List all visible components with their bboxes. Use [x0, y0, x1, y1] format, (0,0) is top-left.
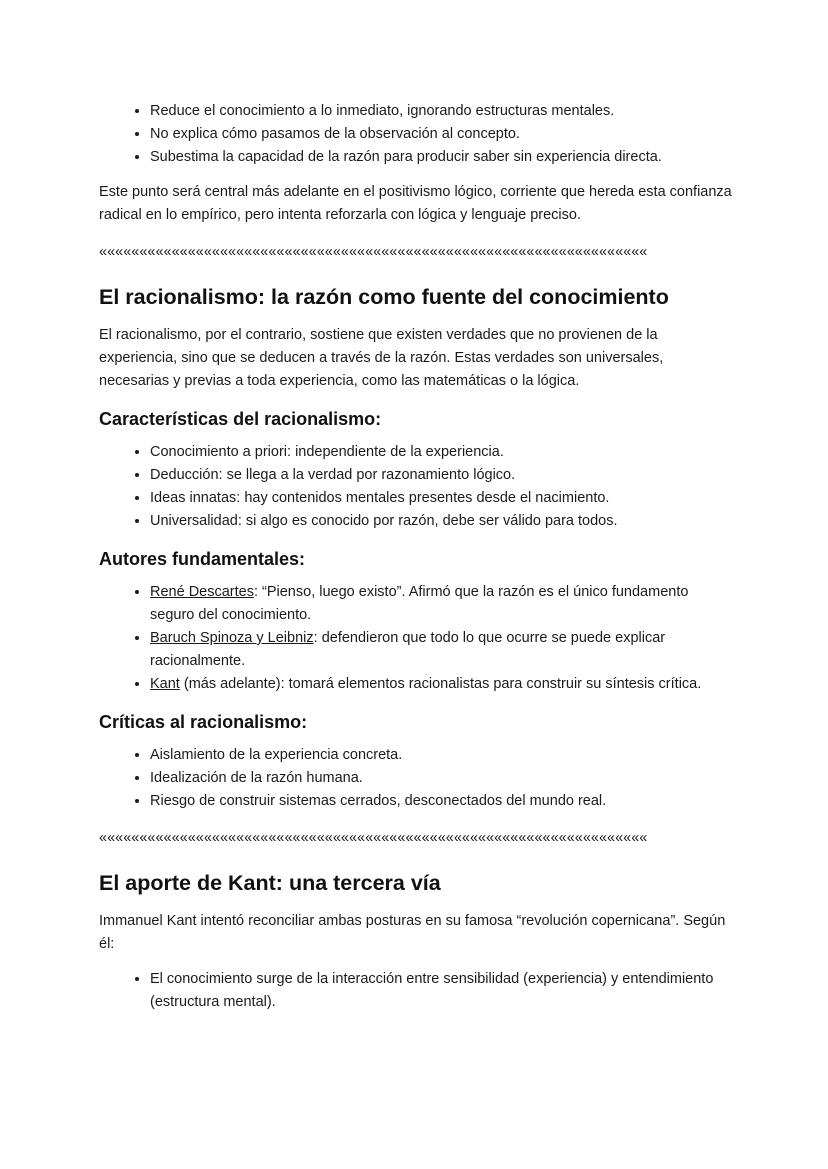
list-item: • El conocimiento surge de la interacción entre sensibilidad (experiencia) y entendimiento (estructura mental). [150, 968, 735, 1014]
author-name: Baruch Spinoza y Leibniz [150, 630, 314, 646]
list-item: • Universalidad: si algo es conocido por razón, debe ser válido para todos. [150, 510, 735, 533]
section-separator: «««««««««««««««««««««««««««««««««««««««««««««««««««««««««««««««««««« [99, 244, 648, 260]
kant-list [99, 968, 735, 1014]
document-content [99, 100, 735, 1014]
section-separator: «««««««««««««««««««««««««««««««««««««««««««««««««««««««««««««««««««« [99, 830, 648, 846]
kant-intro-paragraph: Immanuel Kant intentó reconciliar ambas posturas en su famosa “revolución copernicana”. Según él: [99, 913, 726, 952]
list-item: • No explica cómo pasamos de la observación al concepto. [150, 123, 735, 146]
list-item: • Aislamiento de la experiencia concreta. [150, 744, 735, 767]
intro-paragraph: Este punto será central más adelante en el positivismo lógico, corriente que hereda esta confianza radical en lo empírico, pero intenta reforzarla con lógica y lenguaje preciso. [99, 184, 732, 223]
list-item: • Conocimiento a priori: independiente de la experiencia. [150, 441, 735, 464]
author-description: (más adelante): tomará elementos racionalistas para construir su síntesis crítica. [179, 676, 702, 692]
list-item: • Riesgo de construir sistemas cerrados, desconectados del mundo real. [150, 790, 735, 813]
list-item: • Deducción: se llega a la verdad por razonamiento lógico. [150, 464, 735, 487]
author-description: : defendieron que todo lo que ocurre se puede explicar racionalmente. [150, 630, 666, 669]
list-item [150, 673, 735, 696]
list-item: • Reduce el conocimiento a lo inmediato, ignorando estructuras mentales. [150, 100, 735, 123]
empiricism-critique-list [99, 100, 735, 169]
list-item [150, 581, 735, 627]
author-name: René Descartes [150, 584, 254, 600]
list-item: • Ideas innatas: hay contenidos mentales presentes desde el nacimiento. [150, 487, 735, 510]
author-description: : “Pienso, luego existo”. Afirmó que la razón es el único fundamento seguro del conocimiento. [150, 584, 689, 623]
autores-list [99, 581, 735, 696]
heading-criticas: Críticas al racionalismo: [99, 712, 308, 732]
heading-autores: Autores fundamentales: [99, 549, 306, 569]
list-item: • Subestima la capacidad de la razón para producir saber sin experiencia directa. [150, 146, 735, 169]
section-title-racionalismo: El racionalismo: la razón como fuente del conocimiento [99, 285, 669, 309]
section-title-kant: El aporte de Kant: una tercera vía [99, 871, 441, 895]
criticas-list [99, 744, 735, 813]
author-name: Kant [150, 676, 180, 692]
heading-caracteristicas: Características del racionalismo: [99, 409, 382, 429]
racionalismo-intro-paragraph: El racionalismo, por el contrario, sostiene que existen verdades que no provienen de la experiencia, sino que se deducen a través de la razón. Estas verdades son universales, necesarias y previas a toda experiencia, como las matemáticas o la lógica. [99, 327, 664, 389]
list-item: • Idealización de la razón humana. [150, 767, 735, 790]
list-item [150, 627, 735, 673]
caracteristicas-list [99, 441, 735, 533]
